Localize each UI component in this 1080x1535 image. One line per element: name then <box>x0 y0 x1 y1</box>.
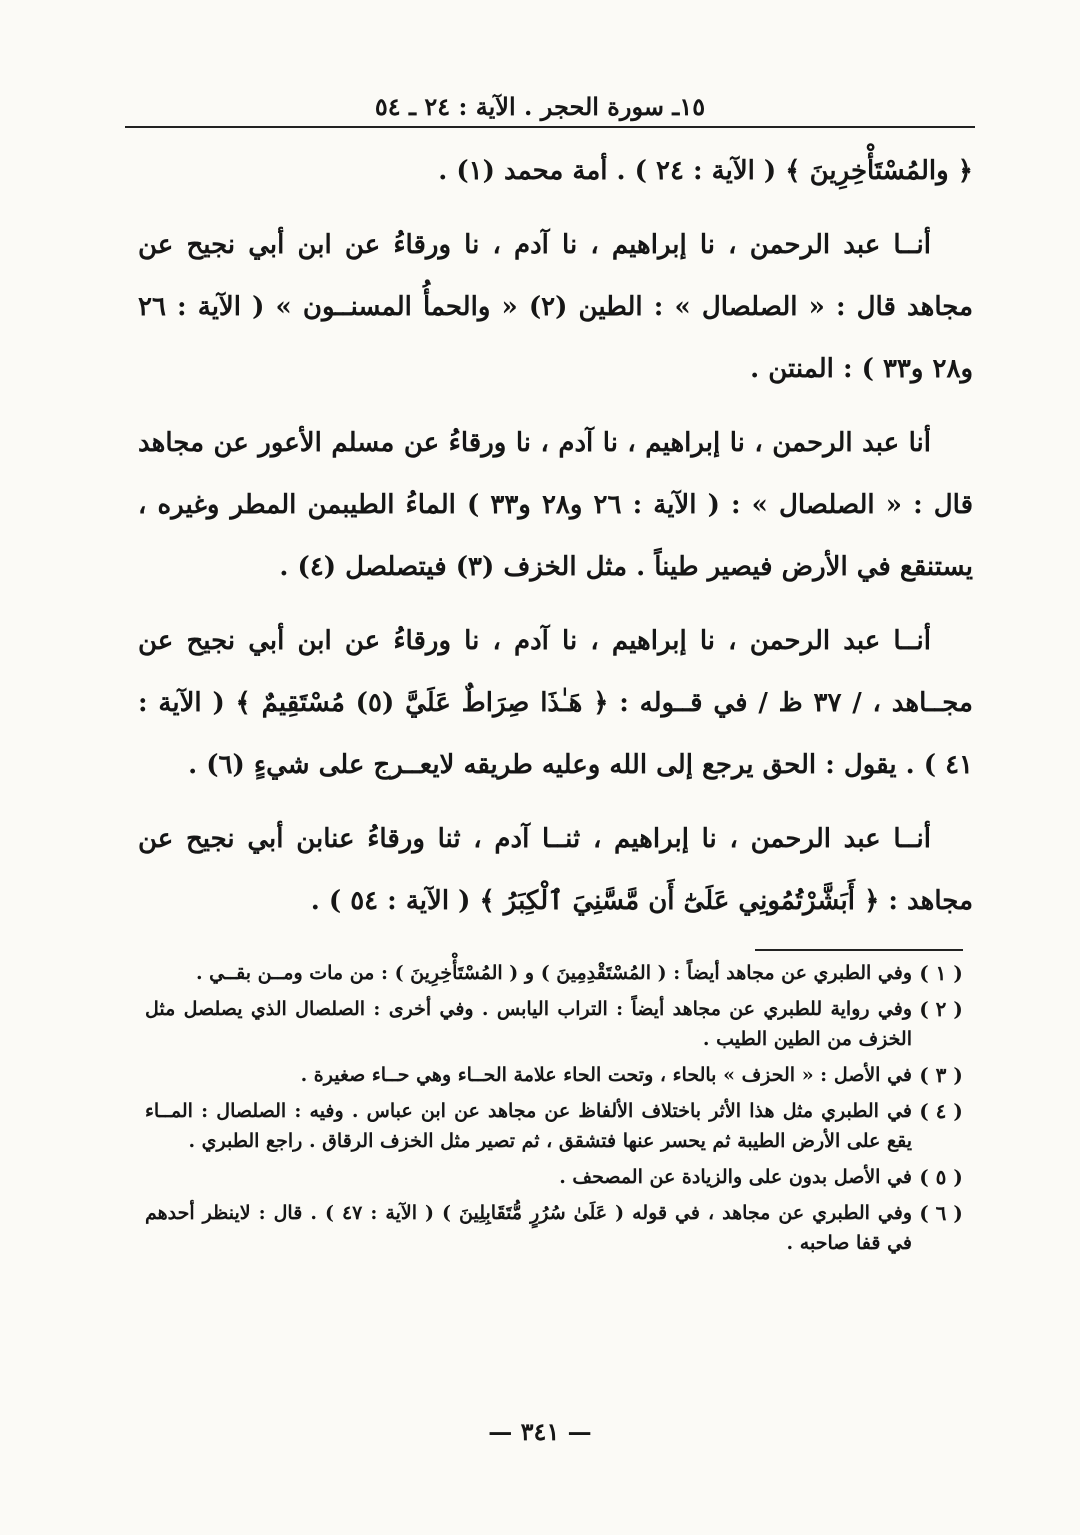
footnote-number: ( ١ ) <box>919 961 963 985</box>
footnote <box>145 1096 970 1156</box>
paragraph-verse-24: ﴿ والمُسْتَأْخِرِينَ ﴾ ( الآية : ٢٤ ) . أمة محمد (١) . <box>438 156 973 186</box>
footnote-divider <box>755 949 963 951</box>
footnote-text: في الطبري مثل هذا الأثر باختلاف الألفاظ عن مجاهد عن ابن عباس . وفيه : الصلصال : المــاء يقع على الأرض الطيبة ثم يحسر عنها فتشقق ، ثم تصير مثل الخزف الرقاق . راجع الطبري . <box>145 1100 912 1152</box>
paragraph-salsal: أنــا عبد الرحمن ، نا إبراهيم ، نا آدم ، نا ورقاءُ عن ابن أبي نجيح عن مجاهد قال : « الصلصال » : الطين (٢) « والحمأُ المسنــون » ( الآية : ٢٦ و٢٨ و٣٣ ) : المنتن . <box>138 230 973 384</box>
footnote-text: وفي الطبري عن مجاهد ، في قوله ( عَلَىٰ سُرُرٍ مُّتَقَابِلِينَ ) ( الآية : ٤٧ ) . قال : لاينظر أحدهم في قفا صاحبه . <box>145 1202 912 1254</box>
footnote-number: ( ٣ ) <box>919 1063 963 1087</box>
footnote-text: وفي الطبري عن مجاهد أيضاً : ( المُسْتَقْدِمِينَ ) و ( المُسْتَأْخِرِينَ ) : من مات ومــن بقــي . <box>195 962 912 984</box>
footnote-text: في الأصل بدون على والزيادة عن المصحف . <box>559 1166 912 1188</box>
footnote-number: ( ٢ ) <box>919 997 963 1021</box>
page-number: — ٣٤١ — <box>488 1417 592 1446</box>
footnote <box>145 1162 970 1192</box>
footnote <box>145 1198 970 1258</box>
footnote <box>145 994 970 1054</box>
header-divider <box>125 126 975 128</box>
main-text <box>138 140 973 932</box>
footnote-number: ( ٤ ) <box>919 1099 963 1123</box>
footnotes <box>145 958 970 1264</box>
paragraph-verse-41: أنــا عبد الرحمن ، نا إبراهيم ، نا آدم ، نا ورقاءُ عن ابن أبي نجيح عن مجــاهد ، / ٣٧ ظ / في قــوله : ﴿ هَـٰذَا صِرَاطٌ عَلَيَّ (٥) مُسْتَقِيمٌ ﴾ ( الآية : ٤١ ) . يقول : الحق يرجع إلى الله وعليه طريقه لايعــرج على شيءٍ (٦) . <box>138 626 973 780</box>
footnote <box>145 958 970 988</box>
footnote-number: ( ٦ ) <box>919 1201 963 1225</box>
paragraph-verse-54: أنــا عبد الرحمن ، نا إبراهيم ، ثنــا آدم ، ثنا ورقاءُ عنابن أبي نجيح عن مجاهد : ﴿ أَبَشَّرْتُمُونِي عَلَىٰٓ أَن مَّسَّنِيَ ٱلْكِبَرُ ﴾ ( الآية : ٥٤ ) . <box>138 824 973 916</box>
footnote-text: وفي رواية للطبري عن مجاهد أيضاً : التراب اليابس . وفي أخرى : الصلصال الذي يصلصل مثل الخزف من الطين الطيب . <box>145 998 912 1050</box>
footnote <box>145 1060 970 1090</box>
footnote-text: في الأصل : « الحزف » بالحاء ، وتحت الحاء علامة الحــاء وهي حــاء صغيرة . <box>300 1064 912 1086</box>
running-head: ١٥ـ سورة الحجر . الآية : ٢٤ ـ ٥٤ <box>374 92 706 121</box>
footnote-number: ( ٥ ) <box>919 1165 963 1189</box>
paragraph-muslim-alawar: أنا عبد الرحمن ، نا إبراهيم ، نا آدم ، نا ورقاءُ عن مسلم الأعور عن مجاهد قال : « الصلصال » : ( الآية : ٢٦ و٢٨ و٣٣ ) الماءُ الطيبمن المطر وغيره ، يستنقع في الأرض فيصير طيناً . مثل الخزف (٣) فيتصلصل (٤) . <box>138 428 974 582</box>
